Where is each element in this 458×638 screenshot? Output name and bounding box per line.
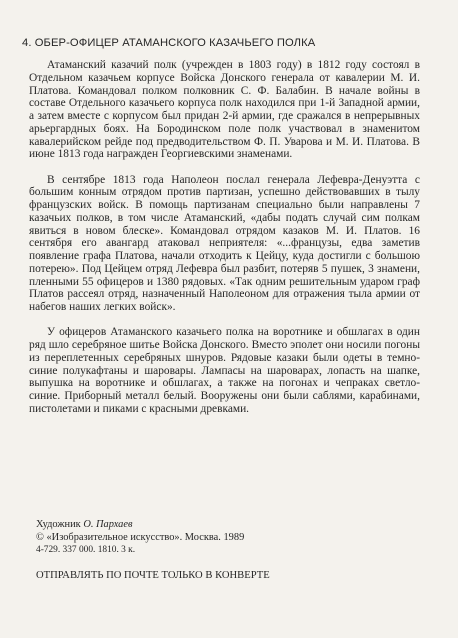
page-title: 4. ОБЕР-ОФИЦЕР АТАМАНСКОГО КАЗАЧЬЕГО ПОЛКА xyxy=(22,37,316,49)
copyright-line: © «Изобразительное искусство». Москва. 1989 xyxy=(36,532,245,543)
description-text xyxy=(29,59,420,416)
artist-label: Художник xyxy=(36,519,81,530)
artist-name: О. Пархаев xyxy=(83,519,133,530)
paragraph-regiment-history: Атаманский казачий полк (учрежден в 1803 году) в 1812 году состоял в Отдельном казачьем корпусе Войска Донского генерала от кавалерии М. И. Платова. Командовал полком полковник С. Ф. Балабин. В начале войны в составе Отдельного казачьего корпуса полк находился при 1-й Западной армии, а затем вместе с корпусом был придан 2-й армии, где сражался в непрерывных арьергардных боях. На Бородинском поле полк участвовал в знаменитом кавалерийском рейде под предводительством Ф. П. Уварова и М. И. Платова. В июне 1813 года награжден Георгиевскими знаменами. xyxy=(29,59,420,161)
print-info: 4-729. 337 000. 1810. 3 к. xyxy=(36,545,136,555)
mailing-notice: ОТПРАВЛЯТЬ ПО ПОЧТЕ ТОЛЬКО В КОНВЕРТЕ xyxy=(36,570,270,581)
paragraph-battle-account: В сентябре 1813 года Наполеон послал генерала Лефевра-Денуэтта с большим конным отрядом против партизан, успешно действовавших в тылу французских войск. В помощь партизанам специально были направлены 7 казачьих полков, в том числе Атаманский, «дабы подать случай сим полкам явиться в новом блеске». Командовал отрядом казаков М. И. Платов. 16 сентября его авангард атаковал неприятеля: «...французы, едва заметив появление графа Платова, начали отходить к Цейцу, куда достигли с большою потерею». Под Цейцем отряд Лефевра был разбит, потеряв 5 пушек, 3 знамени, пленными 55 офицеров и 1380 рядовых. «Так одним решительным ударом граф Платов рассеял отряд, назначенный Наполеоном для отражения тыла армии от набегов наших легких войск». xyxy=(29,173,420,314)
paragraph-uniform-description: У офицеров Атаманского казачьего полка на воротнике и обшлагах в один ряд шло серебряное шитье Войска Донского. Вместо эполет они носили погоны из переплетенных серебряных шнуров. Рядовые казаки были одеты в темно-синие полукафтаны и шаровары. Лампасы на шароварах, лопасть на шапке, выпушка на воротнике и обшлагах, а также на погонах и чепраках светло-синие. Приборный металл белый. Вооружены они были саблями, карабинами, пистолетами и пиками с красными древками. xyxy=(29,326,420,415)
artist-credit xyxy=(36,518,416,531)
publication-credits xyxy=(36,518,416,556)
